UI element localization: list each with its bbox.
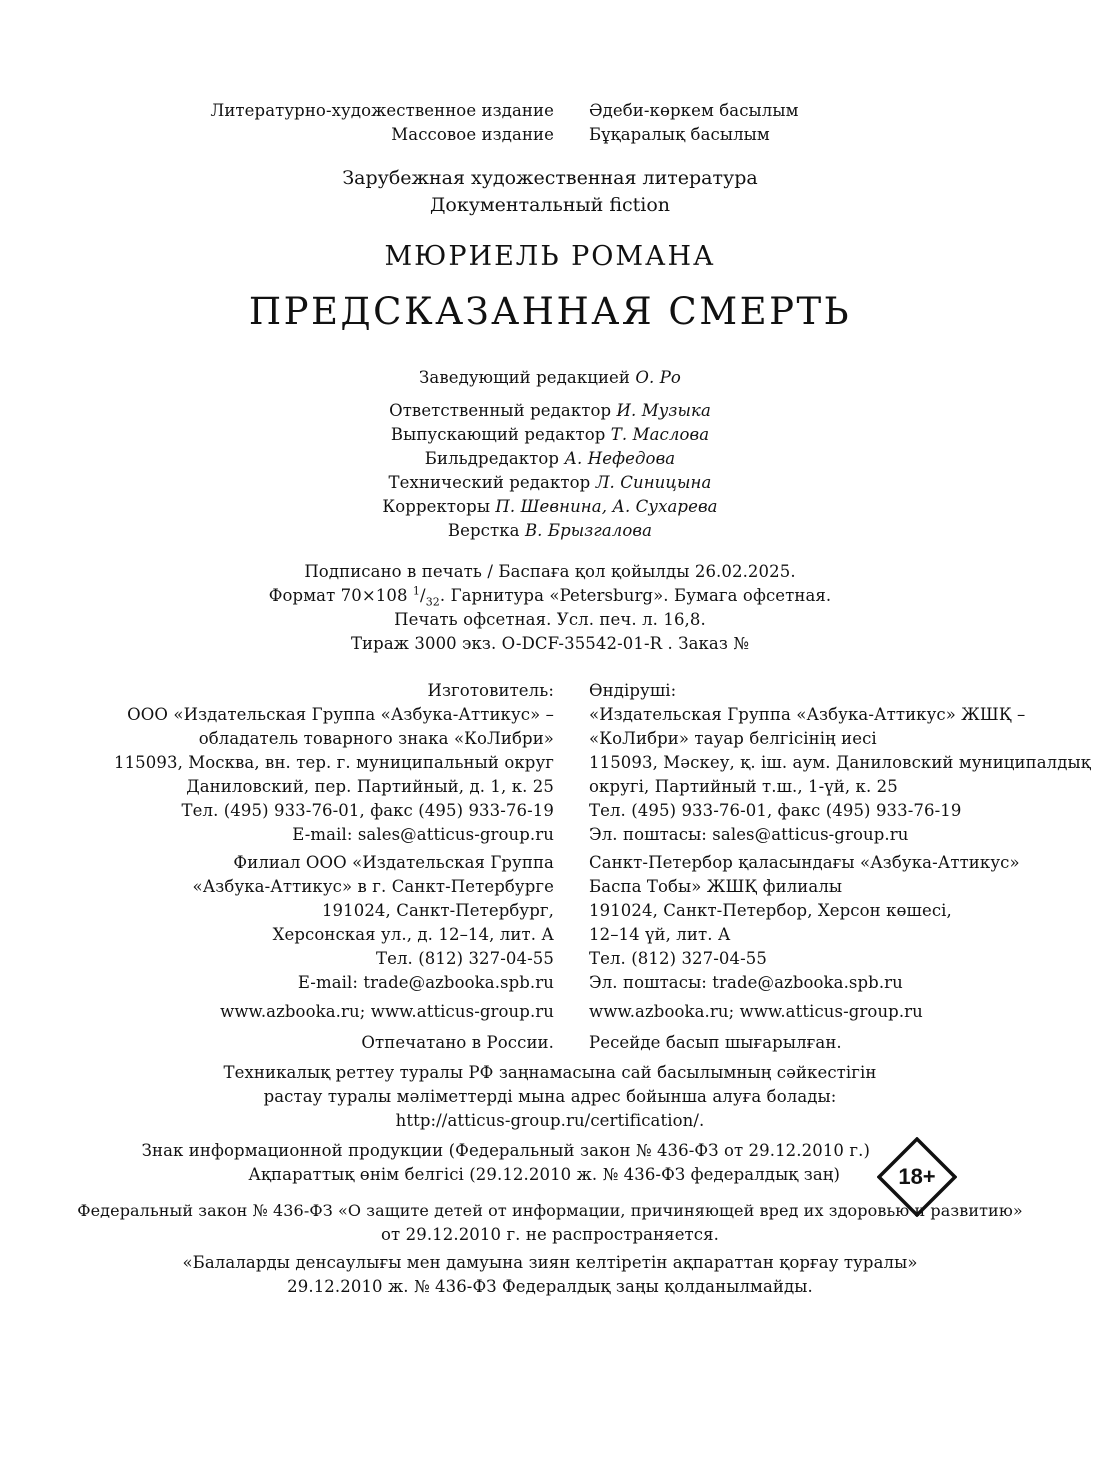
signed-for-print: Подписано в печать / Баспаға қол қойылды 26.02.2025.	[304, 562, 796, 581]
producer-label-ru: Изготовитель:	[427, 681, 554, 700]
producer-kk-line: округі, Партийный т.ш., 1-үй, к. 25	[589, 777, 898, 796]
producer-kk-line: «Издательская Группа «Азбука-Аттикус» ЖШҚ –	[589, 705, 1026, 724]
credit-role: Заведующий редакцией	[419, 368, 631, 387]
certification-line: Техникалық реттеу туралы РФ заңнамасына сай басылымның сәйкестігін	[223, 1063, 877, 1082]
producer-kk-line: «КоЛибри» тауар белгісінің иесі	[589, 729, 877, 748]
branch-kk-email: Эл. поштасы: trade@azbooka.spb.ru	[589, 973, 903, 992]
credit-proofreaders	[0, 495, 1100, 520]
format-denominator: 32	[425, 595, 440, 609]
printed-ru: Отпечатано в России.	[361, 1033, 554, 1052]
book-title: ПРЕДСКАЗАННАЯ СМЕРТЬ	[248, 290, 852, 333]
websites-ru: www.azbooka.ru; www.atticus-group.ru	[220, 1002, 554, 1021]
series-line-2: Документальный fiction	[429, 194, 671, 216]
producer-ru-line: 115093, Москва, вн. тер. г. муниципальный округ	[113, 753, 554, 772]
credit-name: О. Ро	[635, 368, 681, 387]
credit-name: Л. Синицына	[595, 473, 712, 492]
credit-role: Выпускающий редактор	[390, 425, 606, 444]
credit-role: Технический редактор	[388, 473, 591, 492]
producer-kk-email: Эл. поштасы: sales@atticus-group.ru	[589, 825, 909, 844]
branch-ru-phone: Тел. (812) 327-04-55	[376, 949, 554, 968]
credit-name: П. Шевнина, А. Сухарева	[495, 497, 718, 516]
branch-kk-line: 12–14 үй, лит. А	[589, 925, 731, 944]
format-line: Формат 70×108 $^1/_{32}$. Гарнитура «Petersburg». Бумага офсетная.	[268, 584, 832, 609]
credit-head-of-editorial	[0, 366, 1100, 391]
printing-line: Печать офсетная. Усл. печ. л. 16,8.	[394, 610, 706, 629]
producer-kk-line: 115093, Мәскеу, қ. іш. аум. Даниловский муниципалдық	[589, 753, 1091, 772]
credit-role: Верстка	[447, 521, 520, 540]
branch-ru-line: Филиал ООО «Издательская Группа	[233, 853, 554, 872]
credit-name: В. Брызгалова	[524, 521, 653, 540]
law-notice-line: «Балаларды денсаулығы мен дамуына зиян келтіретін ақпараттан қорғау туралы»	[182, 1253, 918, 1272]
certification-url: http://atticus-group.ru/certification/.	[395, 1111, 705, 1130]
format-numerator: 1	[412, 584, 421, 598]
credit-name: А. Нефедова	[564, 449, 676, 468]
credit-picture-editor	[0, 447, 1100, 472]
branch-ru-line: «Азбука-Аттикус» в г. Санкт-Петербурге	[192, 877, 554, 896]
credit-technical-editor	[0, 471, 1100, 496]
credit-layout	[0, 519, 1100, 544]
edition-type-ru: Литературно-художественное издание	[210, 101, 554, 120]
format-suffix: . Гарнитура «Petersburg». Бумага офсетная.	[439, 586, 832, 605]
branch-ru-line: 191024, Санкт-Петербург,	[321, 901, 554, 920]
credit-responsible-editor	[0, 399, 1100, 424]
certification-line: растау туралы мәліметтерді мына адрес бойынша алуға болады:	[263, 1087, 837, 1106]
mass-edition-kk: Бұқаралық басылым	[589, 125, 770, 144]
info-sign-ru: Знак информационной продукции (Федеральный закон № 436-ФЗ от 29.12.2010 г.)	[141, 1141, 870, 1160]
producer-ru-line: ООО «Издательская Группа «Азбука-Аттикус» –	[127, 705, 554, 724]
branch-kk-line: 191024, Санкт-Петербор, Херсон көшесі,	[589, 901, 952, 920]
credit-issuing-editor	[0, 423, 1100, 448]
info-sign-kk: Ақпараттық өнім белгісі (29.12.2010 ж. № 436-ФЗ федералдық заң)	[248, 1165, 840, 1184]
law-notice-line: 29.12.2010 ж. № 436-ФЗ Федералдық заңы қолданылмайды.	[287, 1277, 813, 1296]
series-line-1: Зарубежная художественная литература	[342, 167, 758, 189]
credit-role: Ответственный редактор	[389, 401, 612, 420]
credit-name: И. Музыка	[616, 401, 711, 420]
producer-label-kk: Өндіруші:	[589, 681, 677, 700]
producer-ru-line: Даниловский, пер. Партийный, д. 1, к. 25	[186, 777, 554, 796]
websites-kk: www.azbooka.ru; www.atticus-group.ru	[589, 1002, 923, 1021]
producer-ru-line: обладатель товарного знака «КоЛибри»	[198, 729, 554, 748]
format-prefix: Формат 70×108	[268, 586, 413, 605]
branch-ru-email: E-mail: trade@azbooka.spb.ru	[297, 973, 554, 992]
age-rating-label: 18+	[898, 1164, 936, 1189]
credit-role: Бильдредактор	[424, 449, 560, 468]
branch-kk-line: Баспа Тобы» ЖШҚ филиалы	[589, 877, 843, 896]
producer-kk-phone: Тел. (495) 933-76-01, факс (495) 933-76-19	[589, 801, 962, 820]
producer-ru-email: E-mail: sales@atticus-group.ru	[292, 825, 554, 844]
law-notice-line: Федеральный закон № 436-ФЗ «О защите детей от информации, причиняющей вред их здоровью и развитию»	[77, 1201, 1023, 1220]
printed-kk: Ресейде басып шығарылған.	[589, 1033, 842, 1052]
credit-name: Т. Маслова	[610, 425, 710, 444]
edition-type-kk: Әдеби-көркем басылым	[589, 101, 799, 120]
law-notice-line: от 29.12.2010 г. не распространяется.	[381, 1225, 719, 1244]
branch-kk-line: Санкт-Петербор қаласындағы «Азбука-Аттикус»	[589, 853, 1020, 872]
producer-ru-phone: Тел. (495) 933-76-01, факс (495) 933-76-19	[181, 801, 554, 820]
credit-role: Корректоры	[382, 497, 491, 516]
print-run-line: Тираж 3000 экз. O-DCF-35542-01-R . Заказ №	[350, 634, 750, 653]
author-name: МЮРИЕЛЬ РОМАНА	[384, 241, 716, 272]
mass-edition-ru: Массовое издание	[391, 125, 554, 144]
branch-kk-phone: Тел. (812) 327-04-55	[589, 949, 767, 968]
branch-ru-line: Херсонская ул., д. 12–14, лит. А	[272, 925, 554, 944]
